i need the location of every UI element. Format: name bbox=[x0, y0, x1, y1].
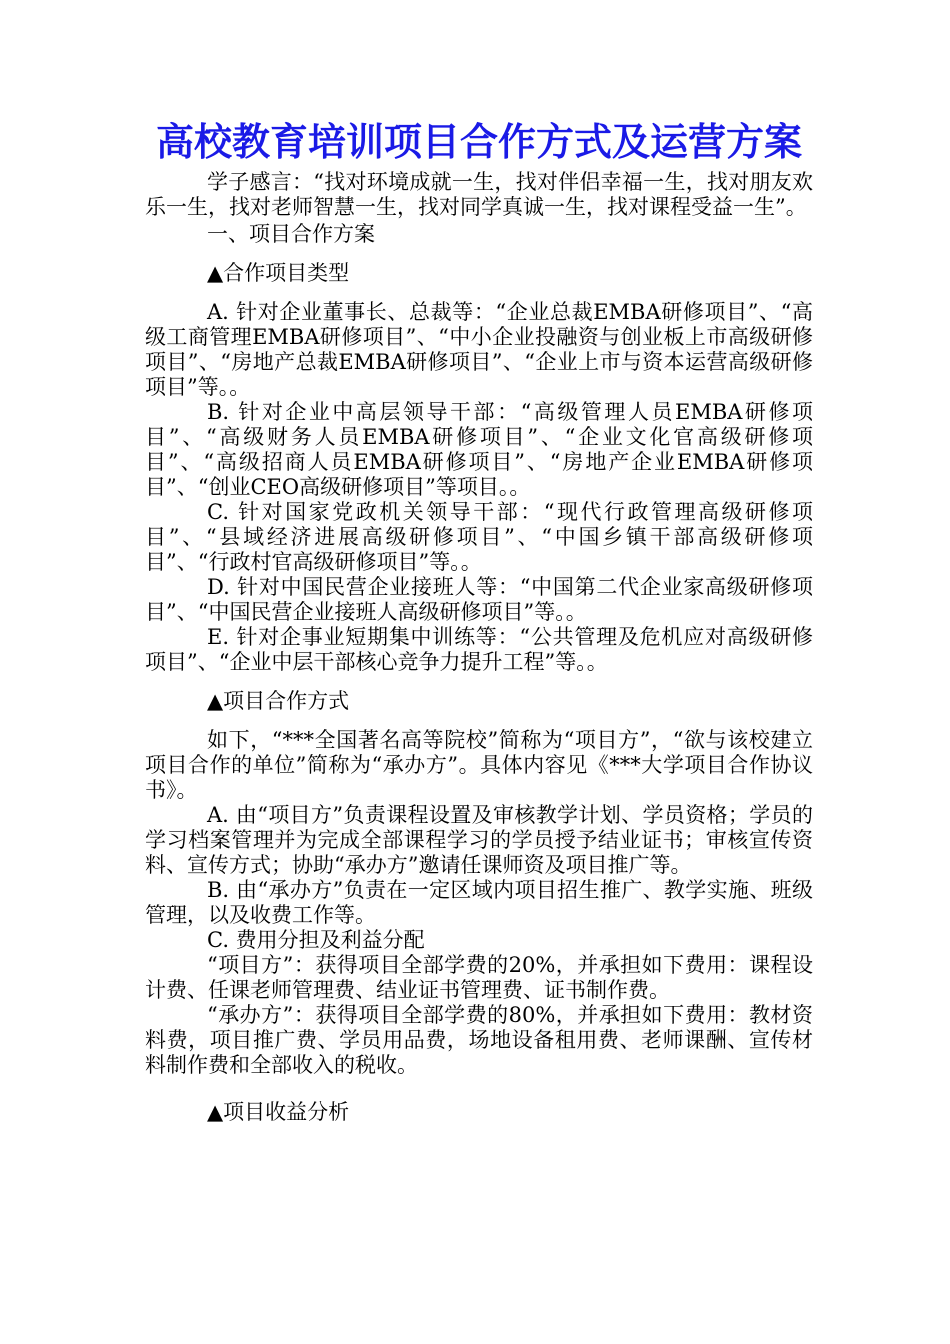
type-item-c: C. 针对国家党政机关领导干部：“现代行政管理高级研修项目”、“县域经济进展高级研修项目”、“中国乡镇干部高级研修项目”、“行政村官高级研修项目”等。。 bbox=[145, 500, 813, 574]
fee-organizer-party: “承办方”：获得项目全部学费的80%，并承担如下费用：教材资料费，项目推广费、学员用品费，场地设备租用费、老师课酬、宣传材料制作费和全部收入的税收。 bbox=[145, 1003, 813, 1077]
type-item-e: E. 针对企事业短期集中训练等：“公共管理及危机应对高级研修项目”、“企业中层干部核心竞争力提升工程”等。。 bbox=[145, 625, 813, 674]
intro-paragraph: 学子感言：“找对环境成就一生，找对伴侣幸福一生，找对朋友欢乐一生，找对老师智慧一生，找对同学真诚一生，找对课程受益一生”。 bbox=[145, 170, 813, 219]
section-heading-methods: ▲项目合作方式 bbox=[207, 689, 350, 713]
fee-project-party: “项目方”：获得项目全部学费的20%，并承担如下费用：课程设计费、任课老师管理费、结业证书管理费、证书制作费。 bbox=[145, 953, 813, 1002]
section-heading-types: ▲合作项目类型 bbox=[207, 261, 350, 285]
heading-project-cooperation: 一、项目合作方案 bbox=[207, 222, 375, 246]
type-item-d: D. 针对中国民营企业接班人等：“中国第二代企业家高级研修项目”、“中国民营企业接班人高级研修项目”等。。 bbox=[145, 575, 813, 624]
method-item-a: A. 由“项目方”负责课程设置及审核教学计划、学员资格；学员的学习档案管理并为完成全部课程学习的学员授予结业证书；审核宣传资料、宣传方式；协助“承办方”邀请任课师资及项目推广等。 bbox=[145, 803, 813, 877]
section-heading-revenue: ▲项目收益分析 bbox=[207, 1100, 350, 1124]
method-item-c: C. 费用分担及利益分配 bbox=[207, 928, 425, 952]
type-item-b: B. 针对企业中高层领导干部：“高级管理人员EMBA研修项目”、“高级财务人员EMBA研修项目”、“企业文化官高级研修项目”、“高级招商人员EMBA研修项目”、“房地产企业EMBA研修项目”、“创业CEO高级研修项目”等项目。。 bbox=[145, 400, 813, 499]
type-item-a: A. 针对企业董事长、总裁等：“企业总裁EMBA研修项目”、“高级工商管理EMBA研修项目”、“中小企业投融资与创业板上市高级研修项目”、“房地产总裁EMBA研修项目”、“企业上市与资本运营高级研修项目”等。。 bbox=[145, 300, 813, 399]
document-page bbox=[145, 118, 813, 1139]
methods-intro: 如下，“***全国著名高等院校”简称为“项目方”，“欲与该校建立项目合作的单位”简称为“承办方”。具体内容见《***大学项目合作协议书》。 bbox=[145, 728, 813, 802]
document-title: 高校教育培训项目合作方式及运营方案 bbox=[155, 120, 802, 164]
method-item-b: B. 由“承办方”负责在一定区域内项目招生推广、教学实施、班级管理，以及收费工作等。 bbox=[145, 878, 813, 927]
